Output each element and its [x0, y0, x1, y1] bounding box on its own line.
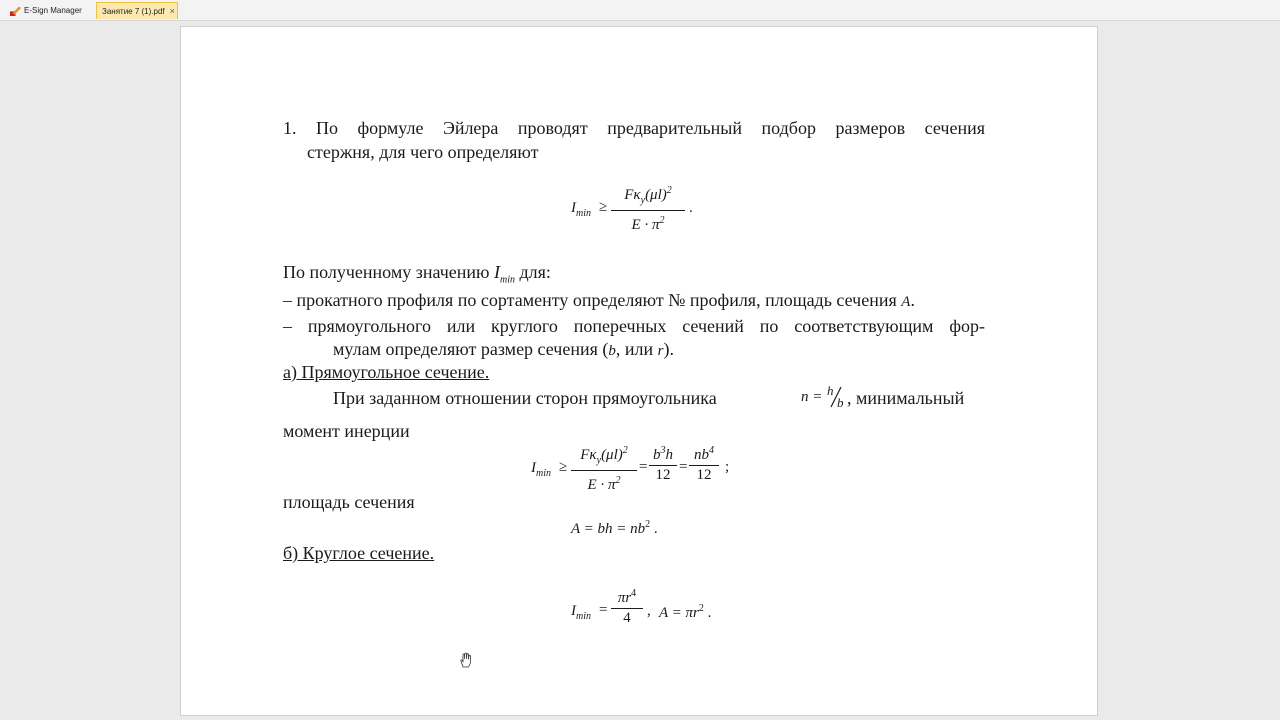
dash-item-profile: – прокатного профиля по сортаменту определяют № профиля, площадь сечения A. — [283, 290, 915, 310]
dash-item-sections-line2: мулам определяют размер сечения (b, или r). — [333, 339, 674, 359]
close-icon[interactable]: × — [169, 6, 175, 16]
formula-round: $I_{min}$ = $\pi r^4$ 4 , $A = \pi r^2$ . — [571, 588, 712, 626]
hand-cursor-icon — [459, 652, 473, 668]
pdf-viewer[interactable] — [0, 21, 1280, 720]
dash-item-sections-line1: – прямоугольного или круглого поперечных сечений по соответствующим фор- — [283, 316, 985, 336]
section-round-heading: б) Круглое сечение. — [283, 543, 435, 563]
tab-bar — [0, 0, 1280, 21]
paragraph-value: По полученному значению $I_{min}$ для: — [283, 262, 551, 286]
ratio-line: При заданном отношении сторон прямоугольника — [333, 388, 717, 408]
item1-line1: 1. По формуле Эйлера проводят предварительный подбор размеров сечения — [283, 118, 985, 138]
tab-document[interactable] — [96, 2, 178, 19]
item1-line2: стержня, для чего определяют — [307, 142, 539, 162]
formula-rect-inertia: $I_{min}$ ≥ $F\kappa_y(\mu l)^2$ $E \cdot \pi^2$ = $b^3h$ 12 = $nb^4$ 12 ; — [531, 445, 730, 493]
moment-label: момент инерции — [283, 421, 410, 441]
tab-esign-manager[interactable] — [4, 2, 94, 19]
section-rectangular-heading: а) Прямоугольное сечение. — [283, 362, 490, 382]
ratio-tail: , минимальный — [847, 388, 965, 408]
tab-label: Занятие 7 (1).pdf — [102, 6, 165, 16]
esign-pen-icon — [10, 5, 21, 16]
formula-euler: $I_{min}$ ≥ $F\kappa_y(\mu l)^2$ $E \cdot \pi^2$ . — [571, 185, 693, 233]
pdf-page — [180, 26, 1098, 716]
formula-ratio: n = h b — [801, 383, 844, 410]
formula-rect-area: A = bh = $nb^2$ . — [571, 519, 658, 537]
tab-label: E-Sign Manager — [24, 6, 82, 15]
area-label: площадь сечения — [283, 492, 415, 512]
